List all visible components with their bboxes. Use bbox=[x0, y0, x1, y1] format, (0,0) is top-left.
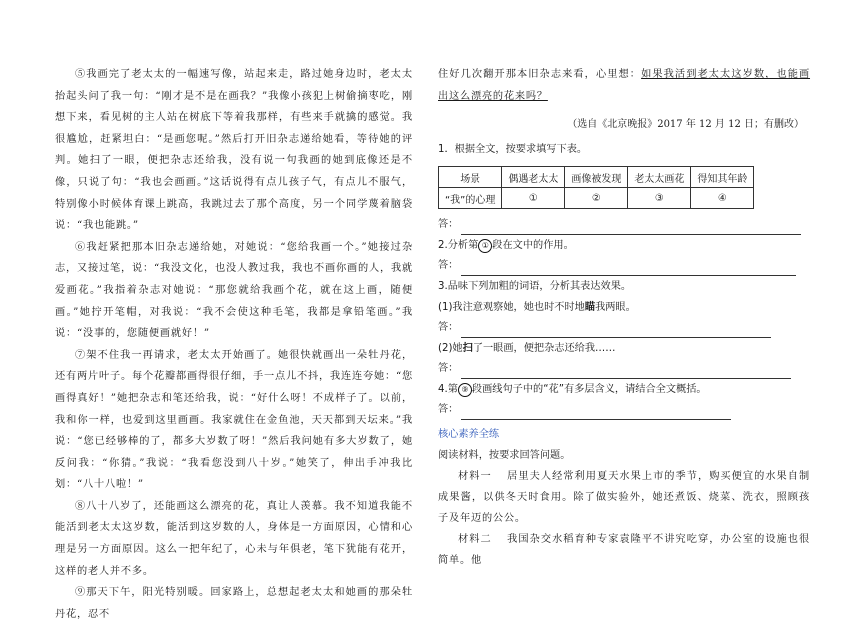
q3b-prefix: (2)她 bbox=[438, 343, 463, 355]
table-row bbox=[439, 188, 754, 209]
q2-prefix: 2.分析第 bbox=[438, 240, 479, 252]
question-4 bbox=[438, 379, 810, 400]
q3a-prefix: (1)我注意观察她，她也时不时地 bbox=[438, 302, 585, 314]
paragraph-9: ⑨那天下午，阳光特别暖。回家路上，总想起老太太和她画的那朵牡丹花，忍不 bbox=[55, 587, 413, 620]
answer-label: 答： bbox=[438, 404, 459, 416]
q3b-bold-word: 扫 bbox=[462, 343, 473, 355]
paragraph-6: ⑥我赶紧把那本旧杂志递给她，对她说：“您给我画一个。”她接过杂志，又接过笔，说：“我没文化，也没人教过我，我也不画你画的人，我就爱画花。”我指着杂志对她说：“那您就给我画个花，就在这上画，随便画。”她拧开笔帽，对我说：“我不会使这种毛笔，我都是拿铅笔画。”我说：“没事的，您随便画就好！” bbox=[55, 241, 413, 340]
question-1: 1．根据全文，按要求填写下表。 bbox=[438, 144, 588, 156]
answer-line-3[interactable] bbox=[438, 318, 810, 338]
material-1: 材料一 居里夫人经常利用夏天水果上市的季节，购买便宜的水果自制成果酱，以供冬天时食用。除了做实验外，她还煮饭、烧菜、洗衣，照顾孩子及年迈的公公。 bbox=[438, 471, 810, 525]
answer-label: 答： bbox=[438, 219, 459, 231]
q2-suffix: 段在文中的作用。 bbox=[492, 240, 574, 252]
answer-blank[interactable] bbox=[461, 325, 771, 338]
table-header-cell: 得知其年龄 bbox=[691, 167, 754, 188]
q4-prefix: 4.第 bbox=[438, 384, 458, 396]
answer-line-4[interactable] bbox=[438, 359, 810, 379]
paragraph-7: ⑦架不住我一再请求，老太太开始画了。她很快就画出一朵牡丹花，还有两片叶子。每个花瓣都画得很仔细，手一点儿不抖，我连连夸她：“您画得真好！”她把杂志和笔还给我，说：“好什么呀！不成样子了。以前，我和你一样，也爱到这里画画。我家就住在金鱼池，天天都到天坛来。”我说：“您已经够棒的了，都多大岁数了呀！”然后我问她有多大岁数了，她反问我：“你猜。”我说：“我看您没到八十岁。”她笑了，伸出手冲我比划：“八十八啦！” bbox=[55, 349, 413, 491]
answer-label: 答： bbox=[438, 322, 459, 334]
q3b-suffix: 了一眼画，便把杂志还给我…… bbox=[472, 343, 616, 355]
table-header-cell: 画像被发现 bbox=[565, 167, 628, 188]
q4-suffix: 段画线句子中的“花”有多层含义，请结合全文概括。 bbox=[471, 384, 707, 396]
psychology-table bbox=[438, 166, 754, 209]
paragraph-9-continued bbox=[438, 64, 810, 107]
answer-line-2[interactable] bbox=[438, 256, 810, 276]
q3a-bold-word: 瞄 bbox=[584, 302, 596, 314]
answer-label: 答： bbox=[438, 363, 459, 375]
question-3-2 bbox=[438, 338, 810, 359]
q4-paragraph-number: ⑨ bbox=[458, 383, 472, 397]
answer-blank[interactable] bbox=[461, 263, 796, 276]
instruction: 阅读材料，按要求回答问题。 bbox=[438, 450, 571, 462]
q2-paragraph-number: ① bbox=[478, 239, 492, 253]
table-cell-1[interactable]: ① bbox=[502, 188, 565, 209]
table-header-cell: 老太太画花 bbox=[628, 167, 691, 188]
table-cell-4[interactable]: ④ bbox=[691, 188, 754, 209]
section-heading: 核心素养全练 bbox=[438, 429, 500, 441]
answer-blank[interactable] bbox=[461, 366, 791, 379]
question-3-1 bbox=[438, 297, 810, 318]
table-header-row bbox=[439, 167, 754, 188]
table-cell-2[interactable]: ② bbox=[565, 188, 628, 209]
table-cell-3[interactable]: ③ bbox=[628, 188, 691, 209]
table-row-label: “我”的心理 bbox=[439, 188, 502, 209]
continued-text: 住好几次翻开那本旧杂志来看，心里想： bbox=[438, 69, 642, 80]
answer-line-1[interactable] bbox=[438, 215, 810, 235]
material-2: 材料二 我国杂交水稻育种专家袁隆平不讲究吃穿，办公室的设施也很简单。他 bbox=[438, 534, 810, 567]
question-3: 3.品味下列加粗的词语，分析其表达效果。 bbox=[438, 281, 632, 293]
left-column bbox=[55, 64, 413, 625]
right-column bbox=[438, 64, 810, 571]
question-2 bbox=[438, 235, 810, 256]
answer-blank[interactable] bbox=[461, 222, 801, 235]
source-citation: （选自《北京晚报》2017 年 12 月 12 日；有删改） bbox=[567, 119, 804, 131]
paragraph-8: ⑧八十八岁了，还能画这么漂亮的花，真让人羡慕。我不知道我能不能活到老太太这岁数，能活到这岁数的人，身体是一方面原因，心情和心理是另一方面原因。这么一把年纪了，心未与年俱老，笔下犹能有花开，这样的老人并不多。 bbox=[55, 500, 413, 577]
underlined-sentence: 如果我活到老太太这岁数，也能画出这么漂亮的花来吗？ bbox=[438, 69, 811, 102]
q3a-suffix: 我两眼。 bbox=[595, 302, 636, 314]
table-header-cell: 偶遇老太太 bbox=[502, 167, 565, 188]
paragraph-5: ⑤我画完了老太太的一幅速写像，站起来走，路过她身边时，老太太抬起头问了我一句：“刚才是不是在画我？”我像小孩犯上树偷摘枣吃，刚想下来，看见树的主人站在树底下等着我那样，有些来手就擒的感觉。我很尴尬，赶紧坦白：“是画您呢。”然后打开旧杂志递给她看，等待她的评判。她扫了一眼，便把杂志还给我，没有说一句我画的她到底像还是不像，只说了句：“我也会画画。”这话说得有点儿孩子气，有点儿不服气，特别像小时候体育课上跳高，我跳过去了那个高度，另一个同学蔑着脑袋说：“我也能跳。” bbox=[55, 69, 413, 232]
answer-label: 答： bbox=[438, 260, 459, 272]
answer-line-5[interactable] bbox=[438, 400, 810, 420]
answer-blank[interactable] bbox=[461, 407, 731, 420]
table-header-cell: 场景 bbox=[439, 167, 502, 188]
